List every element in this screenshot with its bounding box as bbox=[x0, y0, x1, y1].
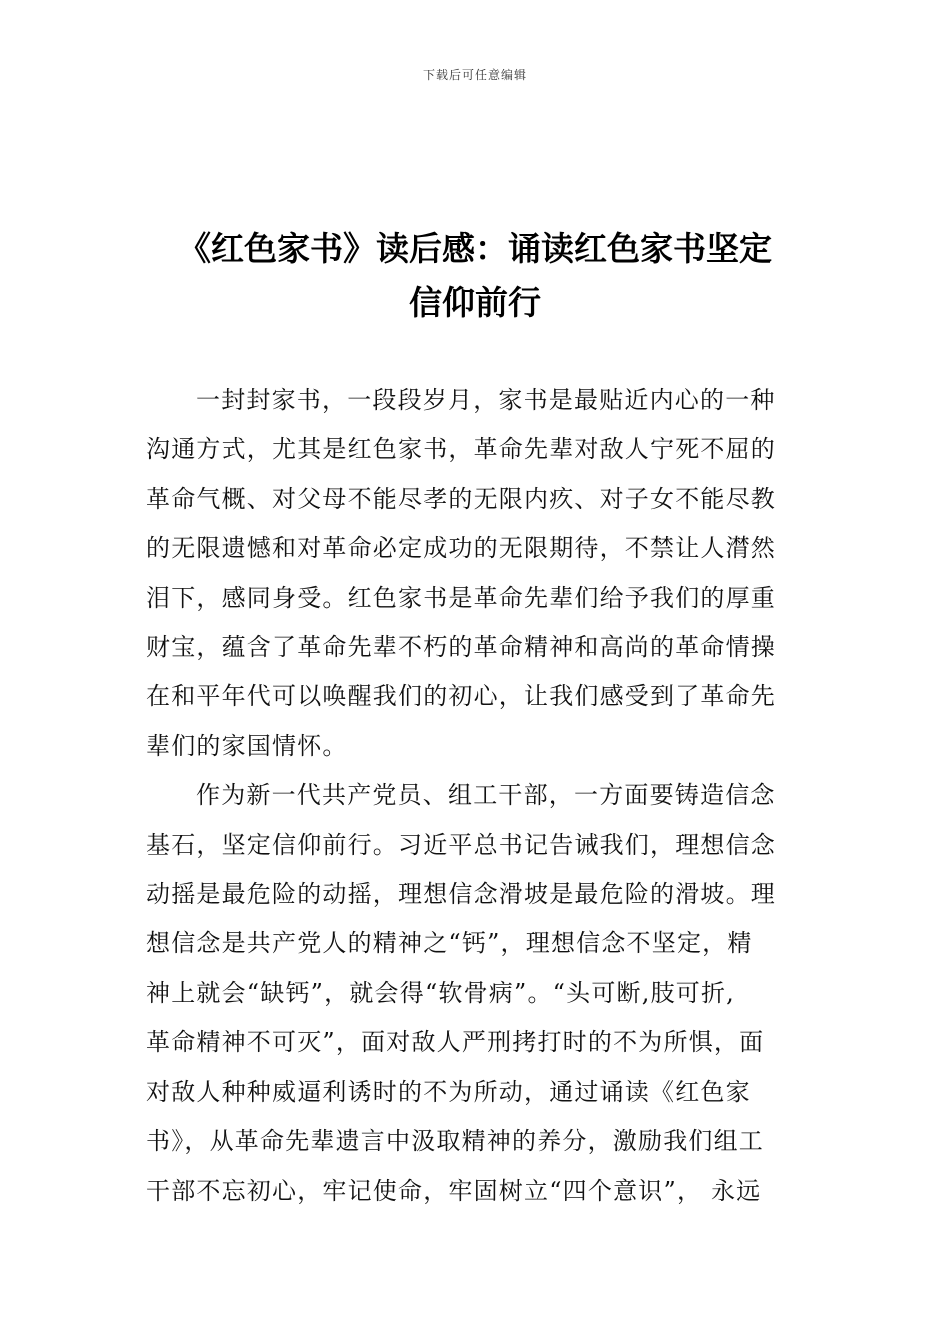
text-line: 财宝，蕴含了革命先辈不朽的革命精神和高尚的革命情操 bbox=[146, 633, 776, 662]
text-line: 基石，坚定信仰前行。习近平总书记告诫我们，理想信念 bbox=[146, 830, 776, 859]
text-line: 神上就会“缺钙”，就会得“软骨病”。“头可断,肢可折, bbox=[146, 978, 736, 1007]
text-line: 辈们的家国情怀。 bbox=[146, 731, 348, 760]
text-line: 书》，从革命先辈遗言中汲取精神的养分，激励我们组工 bbox=[146, 1127, 764, 1156]
text-line: 作为新一代共产党员、组工干部，一方面要铸造信念 bbox=[196, 781, 776, 810]
text-line: 沟通方式，尤其是红色家书，革命先辈对敌人宁死不屈的 bbox=[146, 435, 776, 464]
title-line: 信仰前行 bbox=[409, 283, 541, 322]
text-line: 想信念是共产党人的精神之“钙”，理想信念不坚定，精 bbox=[146, 929, 753, 958]
text-line: 对敌人种种威逼利诱时的不为所动，通过诵读《红色家 bbox=[146, 1077, 751, 1106]
text-line: 的无限遗憾和对革命必定成功的无限期待，不禁让人潸然 bbox=[146, 534, 776, 563]
paragraph-1 bbox=[146, 376, 806, 771]
paragraph-2 bbox=[146, 771, 806, 1216]
text-line: 一封封家书，一段段岁月，家书是最贴近内心的一种 bbox=[196, 386, 776, 414]
text-line: 动摇是最危险的动摇，理想信念滑坡是最危险的滑坡。理 bbox=[146, 880, 776, 909]
text-line: 泪下，感同身受。红色家书是革命先辈们给予我们的厚重 bbox=[146, 583, 776, 612]
document-title bbox=[135, 222, 815, 330]
document-body bbox=[146, 376, 806, 1216]
text-line: 在和平年代可以唤醒我们的初心，让我们感受到了革命先 bbox=[146, 682, 776, 711]
text-line: 革命气概、对父母不能尽孝的无限内疚、对子女不能尽教 bbox=[146, 484, 776, 513]
title-line: 《红色家书》读后感：诵读红色家书坚定 bbox=[178, 229, 772, 268]
text-line: 干部不忘初心，牢记使命，牢固树立“四个意识”， 永远 bbox=[146, 1176, 762, 1205]
text-line: 革命精神不可灭”，面对敌人严刑拷打时的不为所惧，面 bbox=[146, 1028, 765, 1057]
header-note: 下载后可任意编辑 bbox=[422, 68, 527, 82]
